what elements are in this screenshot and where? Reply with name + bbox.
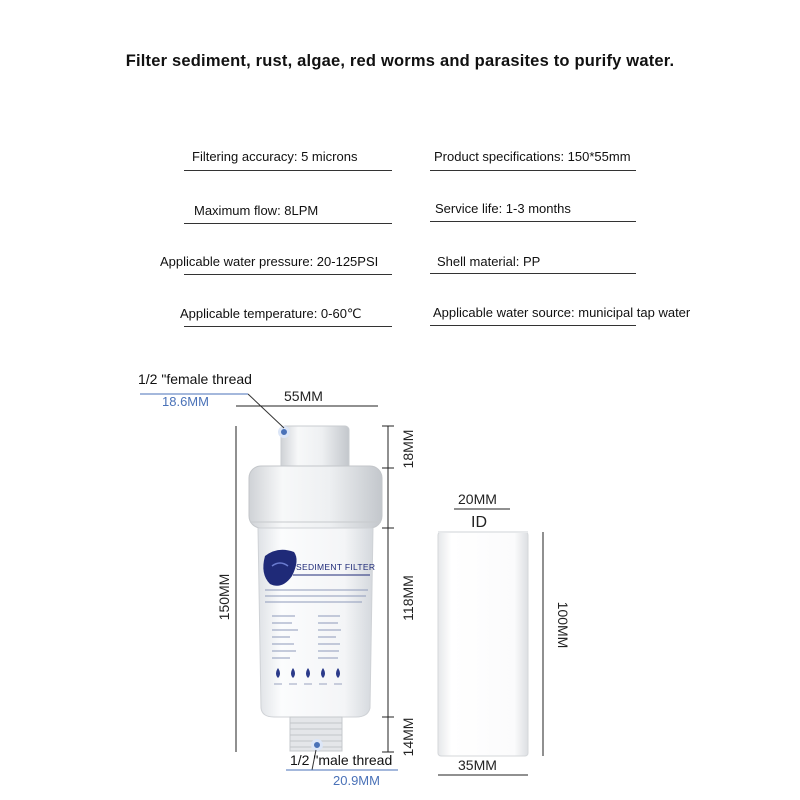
male-thread-label: 1/2 "male thread <box>290 752 393 768</box>
spec-water-pressure: Applicable water pressure: 20-125PSI <box>160 254 379 269</box>
spec-temperature: Applicable temperature: 0-60℃ <box>180 306 362 321</box>
body-height-dimension: 118MM <box>400 575 416 621</box>
pp-cotton-cartridge <box>438 532 528 756</box>
spec-water-source: Applicable water source: municipal tap water <box>433 305 691 320</box>
headline: Filter sediment, rust, algae, red worms and parasites to purify water. <box>125 52 675 70</box>
filter-label-title: SEDIMENT FILTER <box>296 562 376 572</box>
male-thread-marker <box>313 741 322 750</box>
width-top-dimension: 55MM <box>284 388 323 404</box>
cartridge-id-dimension: 20MM <box>458 491 497 507</box>
bottom-height-dimension: 14MM <box>400 717 416 757</box>
male-thread-size: 20.9MM <box>333 773 380 788</box>
spec-maximum-flow: Maximum flow: 8LPM <box>194 203 319 218</box>
spec-product-specifications: Product specifications: 150*55mm <box>434 149 631 164</box>
spec-shell-material: Shell material: PP <box>437 254 541 269</box>
top-nozzle <box>281 426 349 470</box>
female-thread-label: 1/2 "female thread <box>138 371 252 387</box>
cartridge-id-label: ID <box>471 514 487 531</box>
cartridge-height-dimension: 100MM <box>555 601 571 649</box>
spec-filtering-accuracy: Filtering accuracy: 5 microns <box>192 149 358 164</box>
cap-height-dimension: 18MM <box>400 429 416 469</box>
spec-service-life: Service life: 1-3 months <box>435 201 571 216</box>
female-thread-size: 18.6MM <box>162 394 209 409</box>
cartridge-width-dimension: 35MM <box>458 757 497 773</box>
filter-cap <box>249 466 382 528</box>
female-thread-marker <box>280 428 289 437</box>
total-height-dimension: 150MM <box>216 573 232 621</box>
